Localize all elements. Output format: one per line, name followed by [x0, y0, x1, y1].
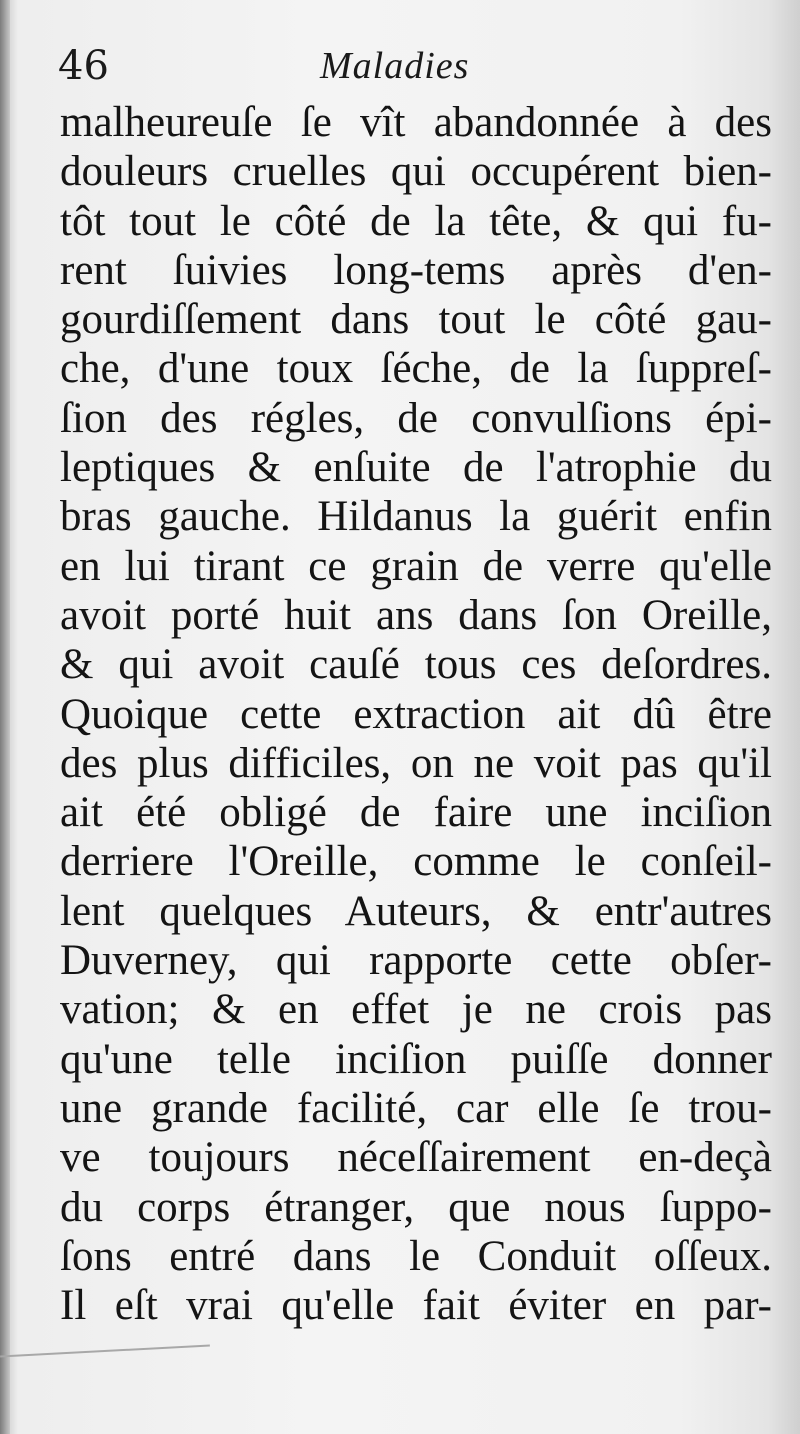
text-line: gourdiſſement dans tout le côté gau- [60, 296, 772, 344]
page-number: 46 [58, 43, 109, 89]
text-line: une grande facilité, car elle ſe trou- [60, 1084, 772, 1132]
body-text [60, 98, 772, 1330]
text-line: lent quelques Auteurs, & entr'autres [60, 887, 772, 935]
text-line: Quoique cette extraction ait dû être [60, 690, 772, 738]
text-line: derriere l'Oreille, comme le conſeil- [60, 838, 772, 886]
text-line: che, d'une toux ſéche, de la ſuppreſ- [60, 345, 772, 393]
text-line: ſion des régles, de convulſions épi- [60, 394, 772, 442]
text-line: leptiques & enſuite de l'atrophie du [60, 444, 772, 492]
text-line: avoit porté huit ans dans ſon Oreille, [60, 591, 772, 639]
text-line: & qui avoit cauſé tous ces deſordres. [60, 641, 772, 689]
paper-crease-line [0, 1345, 210, 1358]
page-gutter-shadow [0, 0, 10, 1434]
text-line: douleurs cruelles qui occupérent bien- [60, 148, 772, 196]
text-line: malheureuſe ſe vît abandonnée à des [60, 99, 772, 146]
text-line: ve toujours néceſſairement en-deçà [60, 1134, 772, 1182]
text-line: bras gauche. Hildanus la guérit enfin [60, 493, 772, 541]
text-line: qu'une telle inciſion puiſſe donner [60, 1035, 772, 1083]
text-line: du corps étranger, que nous ſuppo- [60, 1183, 772, 1231]
text-line: des plus difficiles, on ne voit pas qu'il [60, 739, 772, 787]
text-line: vation; & en effet je ne crois pas [60, 986, 772, 1034]
text-line: Duverney, qui rapporte cette obſer- [60, 937, 772, 985]
text-line: tôt tout le côté de la tête, & qui fu- [60, 197, 772, 245]
text-line: en lui tirant ce grain de verre qu'elle [60, 542, 772, 590]
text-line: Il eſt vrai qu'elle fait éviter en par- [60, 1282, 772, 1330]
text-line: ſons entré dans le Conduit oſſeux. [60, 1232, 772, 1280]
text-line: rent ſuivies long-tems après d'en- [60, 246, 772, 294]
text-line: ait été obligé de faire une inciſion [60, 789, 772, 837]
running-head: Maladies [320, 45, 470, 87]
